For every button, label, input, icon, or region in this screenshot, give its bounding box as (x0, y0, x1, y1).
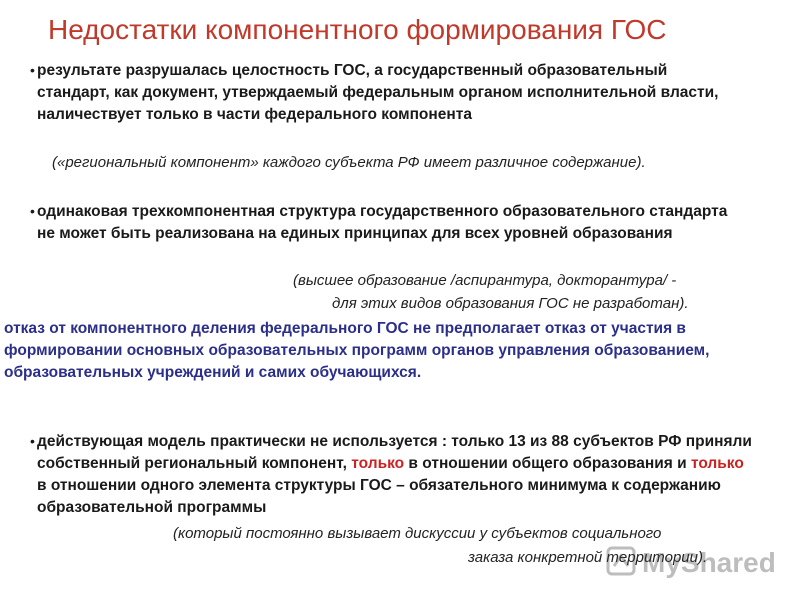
item-4-text-part3: в отношении одного элемента структуры ГОС – обязательного минимума к содержанию образовательной программы (37, 477, 721, 516)
watermark-text: MyShared (642, 547, 776, 578)
item-2-text: одинаковая трехкомпонентная структура государственного образовательного стандарта не может быть реализована на единых принципах для всех уровней образования (37, 203, 728, 242)
item-4-highlight-1: только (351, 455, 405, 472)
item-1-note: («региональный компонент» каждого субъекта РФ имеет различное содержание). (52, 154, 646, 171)
slide-title: Недостатки компонентного формирования ГОС (48, 14, 667, 45)
item-4-text (37, 431, 757, 519)
item-1-text: результате разрушалась целостность ГОС, а государственный образовательный стандарт, как документ, утверждаемый федеральным органом исполнительной власти, наличествует только в части федерального компонента (37, 62, 719, 123)
bullet-2: • (30, 203, 35, 219)
item-4-note-line1: (который постоянно вызывает дискуссии у субъектов социального (173, 525, 662, 542)
item-4-text-part1: действующая модель практически не используется : только 13 из 88 субъектов РФ приняли собственный региональный компонент, (37, 433, 752, 472)
item-4-note-line2: заказа конкретной территории). (468, 549, 708, 566)
item-4-text-part2: в отношении общего образования и (404, 455, 691, 472)
item-2-note-line2: для этих видов образования ГОС не разработан). (332, 295, 689, 312)
bullet-1: • (30, 62, 35, 78)
item-4-highlight-2: только (690, 455, 744, 472)
item-3-text (4, 318, 724, 384)
item-2-note-line1: (высшее образование /аспирантура, докторантура/ - (293, 272, 677, 289)
item-3-text-content: отказ от компонентного деления федерального ГОС не предполагает отказ от участия в формировании основных образовательных программ органов управления образованием, образовательных учреждений и самих обучающихся. (4, 320, 710, 381)
watermark-logo (606, 538, 796, 584)
bullet-4: • (30, 433, 35, 449)
